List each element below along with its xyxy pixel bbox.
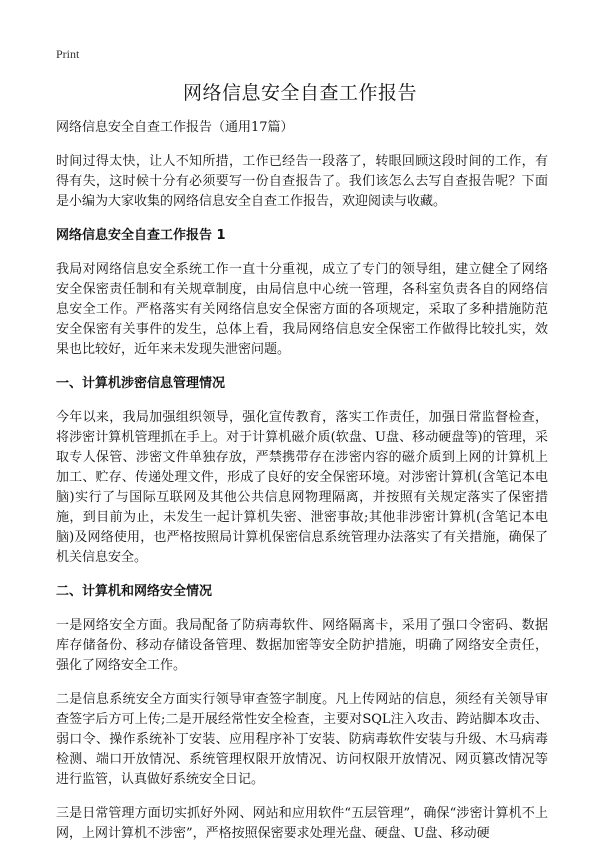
report-heading: 网络信息安全自查工作报告 1 [56,228,226,243]
document-title: 网络信息安全自查工作报告 [182,82,417,104]
report-paragraph: 我局对网络信息安全系统工作一直十分重视，成立了专门的领导组，建立健全了网络安全保密责任制和有关规章制度，由局信息中心统一管理，各科室负责各自的网络信息安全工作。严格落实有关网络信息安全保密方面的各项规定，采取了多种措施防范安全保密有关事件的发生，总体上看，我局网络信息安全保密工作做得比较扎实，效果也比较好，近年来未发现失泄密问题。 [56,262,548,357]
section2-heading: 二、计算机和网络安全情况 [56,584,213,599]
section1-heading: 一、计算机涉密信息管理情况 [56,376,226,391]
intro-paragraph: 时间过得太快，让人不知所措，工作已经告一段落了，转眼回顾这段时间的工作，有得有失，这时候十分有必须要写一份自查报告了。我们该怎么去写自查报告呢？下面是小编为大家收集的网络信息安全自查工作报告，欢迎阅读与收藏。 [56,154,548,209]
document-subtitle: 网络信息安全自查工作报告（通用17篇） [56,120,294,135]
print-label: Print [56,47,80,61]
section2-paragraph-2: 二是信息系统安全方面实行领导审查签字制度。凡上传网站的信息，须经有关领导审查签字后方可上传;二是开展经常性安全检查，主要对SQL注入攻击、跨站脚本攻击、弱口令、操作系统补丁安装、应用程序补丁安装、防病毒软件安装与升级、木马病毒检测、端口开放情况、系统管理权限开放情况、访问权限开放情况、网页篡改情况等进行监管，认真做好系统安全日记。 [56,692,548,787]
document-body [56,118,548,858]
section2-paragraph-1: 一是网络安全方面。我局配备了防病毒软件、网络隔离卡，采用了强口令密码、数据库存储备份、移动存储设备管理、数据加密等安全防护措施，明确了网络安全责任，强化了网络安全工作。 [56,618,548,673]
section2-paragraph-3: 三是日常管理方面切实抓好外网、网站和应用软件“五层管理”，确保“涉密计算机不上网，上网计算机不涉密”，严格按照保密要求处理光盘、硬盘、U盘、移动硬 [56,806,548,841]
section1-paragraph: 今年以来，我局加强组织领导，强化宣传教育，落实工作责任，加强日常监督检查，将涉密计算机管理抓在手上。对于计算机磁介质(软盘、U盘、移动硬盘等)的管理，采取专人保管、涉密文件单独存放，严禁携带存在涉密内容的磁介质到上网的计算机上加工、贮存、传递处理文件，形成了良好的安全保密环境。对涉密计算机(含笔记本电脑)实行了与国际互联网及其他公共信息网物理隔离，并按照有关规定落实了保密措施，到目前为止，未发生一起计算机失密、泄密事故;其他非涉密计算机(含笔记本电脑)及网络使用，也严格按照局计算机保密信息系统管理办法落实了有关措施，确保了机关信息安全。 [56,410,548,565]
